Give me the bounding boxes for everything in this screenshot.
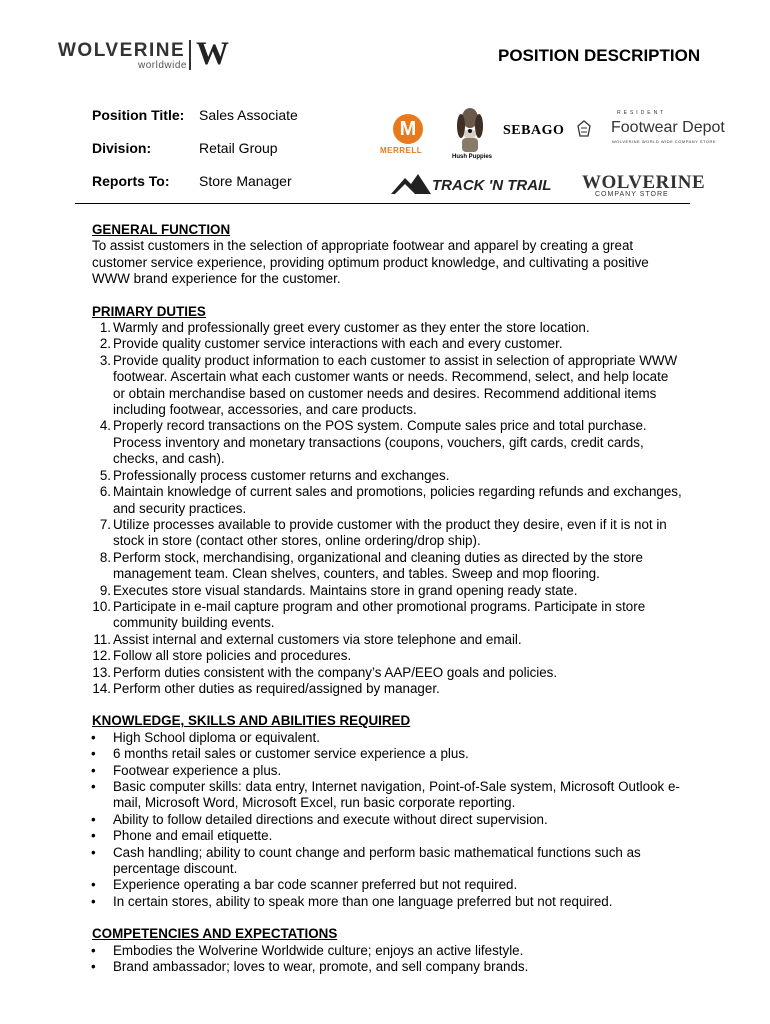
general-function-section [92,222,682,288]
hush-puppies-dog-icon [450,104,490,154]
duty-number: 6. [99,484,111,500]
bullet-item [92,812,682,828]
footwear-depot-logo-text: Footwear Depot [611,119,725,136]
duty-text: Perform other duties as required/assigned by manager. [113,680,440,696]
competencies-list [92,943,682,976]
bullet-icon: • [91,811,96,827]
duty-text: Assist internal and external customers via store telephone and email. [113,631,522,647]
wolverine-store-subtext: COMPANY STORE [595,191,669,198]
bullet-icon: • [91,729,96,745]
duty-text: Provide quality product information to each customer to assist in selection of appropriate WWW footwear. Ascertain what each customer wants or needs. Recommend, select, and help locate or obtain merchandise based on customer needs and desires. Recommend additional items including footwear, accessories, and care products. [113,352,678,418]
duty-item [92,599,682,632]
duty-number: 12. [92,648,111,664]
bullet-text: Brand ambassador; loves to wear, promote, and sell company brands. [113,959,529,975]
duty-number: 10. [92,598,111,614]
position-info [92,107,352,206]
duty-item [92,665,682,681]
footwear-depot-subtext: WOLVERINE WORLD WIDE COMPANY STORE [612,139,717,144]
bullet-item [92,845,682,878]
logo-w-mark: W [196,36,226,72]
duty-item [92,320,682,336]
bullet-icon: • [91,877,96,893]
duty-item [92,550,682,583]
primary-duties-section [92,304,682,698]
duty-text: Perform duties consistent with the company’s AAP/EEO goals and policies. [113,664,558,680]
duty-number: 13. [92,664,111,680]
info-row [92,107,352,140]
duty-item [92,632,682,648]
duty-text: Maintain knowledge of current sales and promotions, policies regarding refunds and exchanges, and security practices. [113,484,682,516]
bullet-item [92,763,682,779]
logo-wordmark: WOLVERINE [58,40,186,61]
competencies-section [92,926,682,975]
hush-puppies-logo-text: Hush Puppies [452,154,493,160]
section-paragraph: To assist customers in the selection of appropriate footwear and apparel by creating a great customer service experience, providing optimum product knowledge, and cultivating a positive WWW brand experience for the customer. [92,238,649,287]
duty-item [92,583,682,599]
bullet-icon: • [91,746,96,762]
track-n-trail-logo-text: TRACK 'N TRAIL [432,177,552,194]
bullet-text: In certain stores, ability to speak more than one language preferred but not required. [113,893,613,909]
duty-number: 8. [99,549,111,565]
duty-item [92,336,682,352]
bullet-icon: • [91,779,96,794]
bullet-text: Phone and email etiquette. [113,828,273,844]
bullet-icon: • [91,942,96,958]
duties-list [92,320,682,697]
duty-number: 3. [99,352,111,368]
duty-text: Executes store visual standards. Maintains store in grand opening ready state. [113,582,578,598]
section-heading: GENERAL FUNCTION [92,222,231,237]
duty-item [92,468,682,484]
sebago-emblem-icon [576,120,592,138]
duty-text: Properly record transactions on the POS system. Compute sales price and total purchase. Process inventory and monetary transactions (coupons, vouchers, gift cards, credit cards, checks, and cash). [113,418,647,467]
bullet-text: Experience operating a bar code scanner preferred but not required. [113,877,518,893]
info-label: Reports To: [92,173,170,189]
bullet-icon: • [91,828,96,844]
duty-number: 2. [99,336,111,352]
logo-subtitle: worldwide [138,60,187,71]
ksa-section [92,713,682,910]
bullet-item [92,746,682,762]
duty-number: 14. [92,680,111,696]
bullet-text: Embodies the Wolverine Worldwide culture; enjoys an active lifestyle. [113,942,524,958]
duty-number: 11. [93,631,111,647]
duty-item [92,681,682,697]
duty-text: Perform stock, merchandising, organizational and cleaning duties as directed by the store management team. Clean shelves, counters, and tables. Sweep and mop flooring. [113,549,643,582]
duty-text: Provide quality customer service interactions with each and every customer. [113,336,563,352]
duty-number: 5. [99,467,111,483]
bullet-text: Cash handling; ability to count change and perform basic mathematical functions such as percentage discount. [113,844,641,877]
duty-text: Professionally process customer returns and exchanges. [113,467,450,483]
section-heading: PRIMARY DUTIES [92,303,206,319]
info-label: Division: [92,140,152,156]
info-row [92,173,352,206]
info-value: Retail Group [199,140,278,156]
duty-item [92,353,682,419]
bullet-text: 6 months retail sales or customer service experience a plus. [113,746,469,762]
bullet-icon: • [91,959,96,975]
info-row [92,140,352,173]
bullet-text: Ability to follow detailed directions and execute without direct supervision. [113,811,548,827]
merrell-logo-text: MERRELL [380,146,423,155]
bullet-text: Footwear experience a plus. [113,762,282,778]
duty-number: 4. [99,418,111,434]
info-label: Position Title: [92,107,185,123]
bullet-item [92,877,682,893]
footwear-depot-toptext: RESIDENT [617,110,667,116]
bullet-icon: • [91,893,96,909]
bullet-item [92,959,682,975]
bullet-item [92,828,682,844]
duty-item [92,484,682,517]
duty-item [92,418,682,467]
duty-text: Follow all store policies and procedures. [113,648,352,664]
bullet-text: High School diploma or equivalent. [113,729,320,745]
section-heading: KNOWLEDGE, SKILLS AND ABILITIES REQUIRED [92,713,411,729]
bullet-icon: • [91,844,96,860]
bullet-item [92,779,682,812]
info-value: Store Manager [199,173,292,189]
duty-number: 7. [99,516,111,532]
sebago-logo-text: SEBAGO [503,123,565,138]
duty-number: 1. [99,320,111,336]
bullet-item [92,943,682,959]
document-body [92,222,682,991]
duty-number: 9. [99,582,111,598]
logo-divider [189,40,191,70]
wolverine-store-logo-text: WOLVERINE [582,172,706,193]
duty-text: Warmly and professionally greet every customer as they enter the store location. [113,320,590,336]
merrell-logo-icon: M [393,114,423,144]
duty-text: Participate in e-mail capture program and other promotional programs. Participate in store community building events. [113,598,646,631]
ksa-list [92,730,682,910]
document-title: POSITION DESCRIPTION [498,46,701,65]
track-n-trail-mountain-icon [391,172,431,196]
bullet-text: Basic computer skills: data entry, Internet navigation, Point-of-Sale system, Microsoft Outlook e-mail, Microsoft Word, Microsoft Excel, run basic corporate reporting. [113,779,680,811]
bullet-item [92,894,682,910]
duty-item [92,517,682,550]
section-heading: COMPETENCIES AND EXPECTATIONS [92,926,338,942]
header-divider [75,203,690,204]
duty-item [92,648,682,664]
duty-text: Utilize processes available to provide customer with the product they desire, even if it is not in stock in store (contact other stores, online ordering/drop ship). [113,516,667,549]
bullet-icon: • [91,762,96,778]
bullet-item [92,730,682,746]
wolverine-worldwide-logo [58,38,238,74]
info-value: Sales Associate [199,107,298,123]
